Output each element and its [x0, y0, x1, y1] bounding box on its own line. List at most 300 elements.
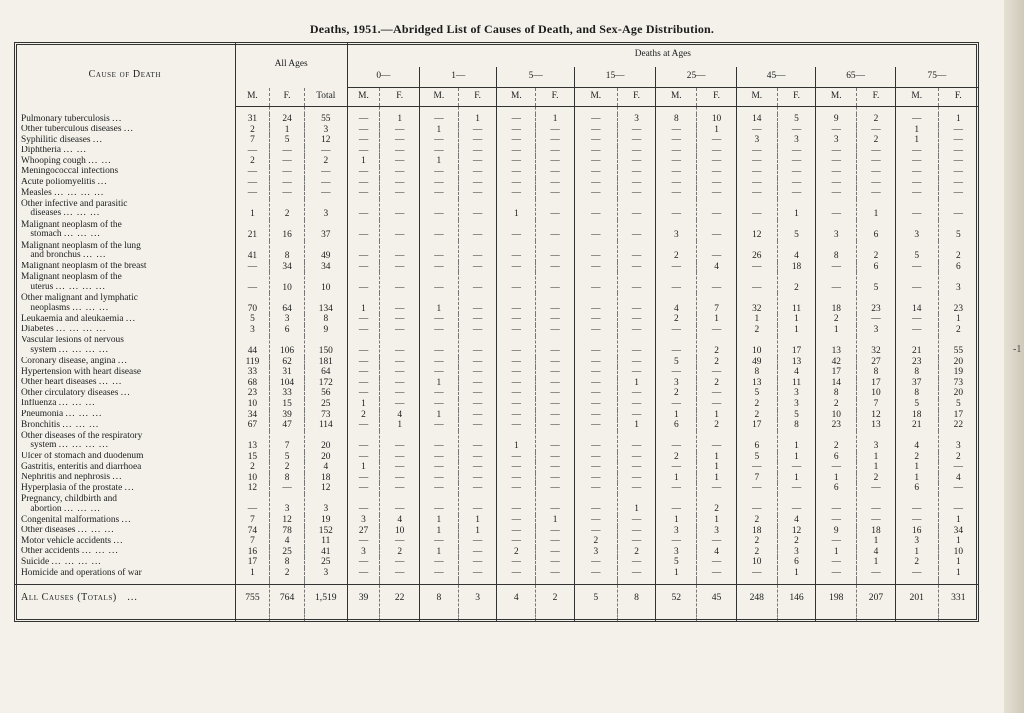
value-cell: 4: [895, 431, 938, 452]
value-cell: —: [895, 325, 938, 336]
value-cell: 2: [656, 452, 697, 463]
table-row: [15, 557, 978, 568]
value-cell: —: [816, 262, 857, 273]
value-cell: 1: [895, 462, 938, 473]
table-row: [15, 431, 978, 452]
value-cell: —: [458, 262, 497, 273]
value-cell: —: [497, 325, 536, 336]
value-cell: —: [574, 167, 617, 178]
spacer-cell: [420, 107, 459, 115]
value-cell: 2: [235, 156, 270, 167]
value-cell: 5: [938, 399, 978, 410]
value-cell: 2: [736, 536, 777, 547]
value-cell: —: [497, 399, 536, 410]
value-cell: —: [347, 536, 380, 547]
female-header: F.: [270, 88, 305, 107]
value-cell: —: [458, 410, 497, 421]
value-cell: —: [536, 473, 575, 484]
value-cell: —: [617, 241, 656, 262]
value-cell: —: [736, 262, 777, 273]
value-cell: —: [777, 188, 816, 199]
cause-cell: [15, 483, 235, 494]
value-cell: —: [617, 336, 656, 357]
total-value-cell: 1,519: [304, 584, 347, 611]
value-cell: —: [497, 357, 536, 368]
value-cell: 8: [816, 241, 857, 262]
value-cell: 1: [736, 314, 777, 325]
total-value-cell: 5: [574, 584, 617, 611]
cause-label: Pulmonary tuberculosis: [21, 114, 110, 124]
value-cell: —: [895, 262, 938, 273]
spacer-cell: [895, 107, 938, 115]
table-row: [15, 293, 978, 314]
value-cell: —: [816, 199, 857, 220]
value-cell: 1: [420, 378, 459, 389]
totals-label-cell: [15, 584, 235, 611]
value-cell: —: [697, 272, 737, 293]
value-cell: 1: [895, 473, 938, 484]
value-cell: —: [497, 494, 536, 515]
value-cell: —: [857, 156, 896, 167]
value-cell: —: [857, 314, 896, 325]
value-cell: 10: [938, 547, 978, 558]
value-cell: 1: [497, 431, 536, 452]
value-cell: —: [347, 125, 380, 136]
value-cell: 55: [938, 336, 978, 357]
leader-dots: ... ...: [98, 377, 123, 388]
value-cell: —: [857, 568, 896, 579]
value-cell: —: [235, 494, 270, 515]
value-cell: 5: [270, 135, 305, 146]
value-cell: 10: [857, 388, 896, 399]
value-cell: 13: [857, 420, 896, 431]
value-cell: 3: [574, 547, 617, 558]
value-cell: 1: [270, 125, 305, 136]
value-cell: 5: [895, 241, 938, 262]
totals-row: [15, 584, 978, 611]
value-cell: —: [536, 388, 575, 399]
value-cell: —: [574, 325, 617, 336]
cause-label: Other diseases: [21, 525, 76, 536]
value-cell: —: [895, 178, 938, 189]
value-cell: —: [420, 241, 459, 262]
value-cell: 2: [656, 241, 697, 262]
leader-dots: ... ... ... ...: [54, 188, 105, 198]
value-cell: 1: [777, 473, 816, 484]
value-cell: —: [574, 125, 617, 136]
value-cell: 1: [777, 325, 816, 336]
value-cell: 134: [304, 293, 347, 314]
value-cell: 1: [347, 156, 380, 167]
cause-label: Leukaemia and aleukaemia: [21, 314, 124, 324]
value-cell: 3: [304, 568, 347, 579]
total-value-cell: 207: [857, 584, 896, 611]
value-cell: 2: [857, 241, 896, 262]
value-cell: —: [574, 515, 617, 526]
value-cell: —: [857, 167, 896, 178]
value-cell: —: [938, 483, 978, 494]
value-cell: —: [857, 483, 896, 494]
value-cell: 1: [938, 515, 978, 526]
value-cell: 14: [895, 293, 938, 314]
value-cell: —: [895, 114, 938, 125]
value-cell: —: [458, 431, 497, 452]
value-cell: —: [656, 199, 697, 220]
value-cell: 1: [347, 462, 380, 473]
value-cell: 49: [736, 357, 777, 368]
value-cell: —: [697, 146, 737, 157]
value-cell: 1: [458, 526, 497, 537]
value-cell: 74: [235, 526, 270, 537]
value-cell: 70: [235, 293, 270, 314]
value-cell: —: [420, 178, 459, 189]
value-cell: —: [235, 188, 270, 199]
table-row: [15, 272, 978, 293]
cause-label: Homicide and operations of war: [21, 568, 142, 578]
value-cell: 1: [347, 399, 380, 410]
value-cell: —: [574, 452, 617, 463]
spacer-cell: [816, 611, 857, 621]
age-group-header: 5—: [497, 67, 574, 88]
value-cell: —: [736, 199, 777, 220]
value-cell: 21: [895, 336, 938, 357]
value-cell: 3: [777, 388, 816, 399]
value-cell: —: [458, 336, 497, 357]
value-cell: —: [420, 399, 459, 410]
cause-cell: [15, 452, 235, 463]
value-cell: —: [617, 515, 656, 526]
value-cell: 6: [656, 420, 697, 431]
value-cell: —: [617, 388, 656, 399]
value-cell: —: [458, 357, 497, 368]
leader-dots: ... ... ... ...: [55, 281, 106, 292]
value-cell: —: [574, 135, 617, 146]
value-cell: —: [458, 536, 497, 547]
value-cell: —: [420, 473, 459, 484]
value-cell: —: [497, 536, 536, 547]
value-cell: 114: [304, 420, 347, 431]
table-row: [15, 378, 978, 389]
value-cell: —: [536, 314, 575, 325]
value-cell: —: [697, 367, 737, 378]
value-cell: —: [617, 536, 656, 547]
value-cell: —: [497, 557, 536, 568]
cause-cell: [15, 462, 235, 473]
value-cell: —: [736, 167, 777, 178]
value-cell: 1: [420, 156, 459, 167]
cause-cell: [15, 314, 235, 325]
value-cell: —: [736, 125, 777, 136]
value-cell: —: [777, 146, 816, 157]
value-cell: —: [458, 188, 497, 199]
value-cell: —: [736, 178, 777, 189]
value-cell: —: [574, 388, 617, 399]
value-cell: 2: [656, 314, 697, 325]
cause-cell: [15, 367, 235, 378]
value-cell: —: [736, 146, 777, 157]
cause-cell: [15, 167, 235, 178]
value-cell: —: [536, 125, 575, 136]
value-cell: —: [895, 199, 938, 220]
value-cell: —: [380, 536, 420, 547]
spacer-row: [15, 107, 978, 115]
value-cell: —: [458, 220, 497, 241]
table-row: [15, 367, 978, 378]
value-cell: —: [380, 199, 420, 220]
value-cell: —: [420, 114, 459, 125]
value-cell: —: [497, 125, 536, 136]
total-value-cell: 22: [380, 584, 420, 611]
value-cell: 1: [617, 378, 656, 389]
value-cell: —: [656, 188, 697, 199]
cause-label: Diphtheria: [21, 145, 62, 156]
value-cell: —: [895, 515, 938, 526]
value-cell: 39: [270, 410, 305, 421]
value-cell: 2: [816, 314, 857, 325]
value-cell: 3: [938, 431, 978, 452]
value-cell: —: [420, 483, 459, 494]
value-cell: 34: [304, 262, 347, 273]
value-cell: 1: [697, 462, 737, 473]
value-cell: —: [938, 178, 978, 189]
value-cell: 16: [270, 220, 305, 241]
value-cell: —: [574, 314, 617, 325]
cause-label-continued: abortion: [30, 503, 62, 514]
spacer-cell: [617, 611, 656, 621]
value-cell: 23: [816, 420, 857, 431]
spacer-cell: [497, 611, 536, 621]
value-cell: —: [895, 146, 938, 157]
leader-dots: ... ... ... ...: [58, 345, 109, 356]
cause-label: Other circulatory diseases: [21, 388, 119, 398]
value-cell: 2: [857, 114, 896, 125]
total-value-cell: 201: [895, 584, 938, 611]
value-cell: 2: [235, 462, 270, 473]
value-cell: —: [304, 146, 347, 157]
value-cell: 9: [816, 526, 857, 537]
value-cell: 1: [420, 526, 459, 537]
value-cell: —: [656, 262, 697, 273]
value-cell: 6: [895, 483, 938, 494]
value-cell: —: [617, 410, 656, 421]
value-cell: 7: [270, 431, 305, 452]
value-cell: 5: [777, 114, 816, 125]
value-cell: 3: [777, 547, 816, 558]
value-cell: 68: [235, 378, 270, 389]
value-cell: —: [656, 431, 697, 452]
value-cell: —: [816, 178, 857, 189]
value-cell: 2: [736, 325, 777, 336]
value-cell: 11: [304, 536, 347, 547]
male-header: M.: [736, 88, 777, 107]
value-cell: 6: [857, 262, 896, 273]
value-cell: 1: [857, 199, 896, 220]
cause-label-continued: uterus: [30, 281, 54, 292]
value-cell: 4: [697, 262, 737, 273]
value-cell: 49: [304, 241, 347, 262]
female-header: F.: [938, 88, 978, 107]
value-cell: 2: [347, 410, 380, 421]
value-cell: —: [816, 188, 857, 199]
value-cell: —: [420, 220, 459, 241]
value-cell: 2: [736, 410, 777, 421]
value-cell: 18: [857, 526, 896, 537]
value-cell: —: [697, 568, 737, 579]
value-cell: 8: [270, 557, 305, 568]
male-header: M.: [656, 88, 697, 107]
value-cell: —: [497, 188, 536, 199]
value-cell: —: [938, 156, 978, 167]
value-cell: 1: [697, 473, 737, 484]
value-cell: 20: [938, 357, 978, 368]
spacer-cell: [656, 611, 697, 621]
value-cell: 5: [777, 220, 816, 241]
leader-dots: ... ... ...: [65, 409, 103, 419]
value-cell: —: [497, 473, 536, 484]
value-cell: —: [304, 188, 347, 199]
value-cell: —: [458, 483, 497, 494]
value-cell: 119: [235, 357, 270, 368]
value-cell: 12: [304, 483, 347, 494]
mortality-table: [15, 43, 978, 621]
value-cell: 1: [380, 114, 420, 125]
value-cell: —: [895, 314, 938, 325]
value-cell: 5: [656, 557, 697, 568]
value-cell: —: [536, 462, 575, 473]
age-group-header: 45—: [736, 67, 815, 88]
total-value-cell: 331: [938, 584, 978, 611]
value-cell: 12: [736, 220, 777, 241]
value-cell: 13: [736, 378, 777, 389]
value-cell: —: [270, 178, 305, 189]
spacer-cell: [15, 107, 235, 115]
value-cell: —: [458, 494, 497, 515]
value-cell: —: [574, 557, 617, 568]
value-cell: —: [574, 156, 617, 167]
table-row: [15, 220, 978, 241]
value-cell: 4: [938, 473, 978, 484]
leader-dots: ...: [121, 515, 132, 525]
cause-cell: [15, 357, 235, 368]
value-cell: 19: [938, 367, 978, 378]
leader-dots: ... ... ...: [77, 525, 115, 536]
value-cell: 2: [697, 494, 737, 515]
total-value-cell: 198: [816, 584, 857, 611]
value-cell: 4: [304, 462, 347, 473]
value-cell: —: [420, 494, 459, 515]
table-row: [15, 314, 978, 325]
value-cell: 1: [857, 452, 896, 463]
value-cell: —: [347, 178, 380, 189]
spacer-cell: [938, 611, 978, 621]
value-cell: —: [536, 378, 575, 389]
value-cell: —: [497, 388, 536, 399]
value-cell: —: [574, 336, 617, 357]
spacer-cell: [270, 107, 305, 115]
value-cell: —: [347, 431, 380, 452]
cause-label: Nephritis and nephrosis: [21, 472, 111, 483]
value-cell: 3: [235, 325, 270, 336]
value-cell: —: [497, 515, 536, 526]
value-cell: —: [347, 272, 380, 293]
value-cell: —: [656, 483, 697, 494]
value-cell: —: [697, 536, 737, 547]
spacer-cell: [574, 611, 617, 621]
leader-dots: ... ... ...: [63, 503, 101, 514]
value-cell: 4: [857, 547, 896, 558]
value-cell: 5: [777, 410, 816, 421]
value-cell: —: [777, 462, 816, 473]
value-cell: —: [420, 536, 459, 547]
value-cell: 78: [270, 526, 305, 537]
value-cell: 1: [777, 199, 816, 220]
cause-label-continued: neoplasms: [30, 302, 70, 313]
spacer-cell: [458, 611, 497, 621]
value-cell: 41: [235, 241, 270, 262]
spacer-cell: [304, 611, 347, 621]
value-cell: —: [347, 367, 380, 378]
value-cell: 16: [895, 526, 938, 537]
value-cell: 18: [816, 293, 857, 314]
value-cell: 11: [777, 378, 816, 389]
value-cell: —: [816, 515, 857, 526]
value-cell: —: [497, 146, 536, 157]
value-cell: 1: [777, 431, 816, 452]
value-cell: —: [656, 135, 697, 146]
value-cell: —: [497, 135, 536, 146]
value-cell: —: [697, 156, 737, 167]
cause-label: Malignant neoplasm of the lung: [21, 240, 141, 251]
value-cell: 5: [235, 314, 270, 325]
value-cell: —: [574, 241, 617, 262]
value-cell: —: [380, 272, 420, 293]
value-cell: —: [380, 314, 420, 325]
cause-label: Syphilitic diseases: [21, 135, 91, 145]
value-cell: —: [380, 431, 420, 452]
value-cell: —: [617, 462, 656, 473]
value-cell: —: [420, 188, 459, 199]
value-cell: —: [697, 241, 737, 262]
value-cell: —: [270, 483, 305, 494]
value-cell: —: [497, 568, 536, 579]
value-cell: —: [380, 452, 420, 463]
leader-dots: ... ... ... ...: [56, 324, 107, 335]
value-cell: —: [816, 167, 857, 178]
value-cell: —: [574, 431, 617, 452]
value-cell: —: [347, 135, 380, 146]
cause-label: Pneumonia: [21, 409, 64, 419]
value-cell: 7: [857, 399, 896, 410]
value-cell: 1: [857, 462, 896, 473]
value-cell: 8: [777, 420, 816, 431]
value-cell: 5: [736, 388, 777, 399]
cause-label: Vascular lesions of nervous: [21, 335, 124, 346]
value-cell: 62: [270, 357, 305, 368]
value-cell: 1: [697, 125, 737, 136]
value-cell: 10: [736, 557, 777, 568]
table-row: [15, 199, 978, 220]
value-cell: —: [497, 220, 536, 241]
value-cell: 21: [235, 220, 270, 241]
value-cell: —: [420, 367, 459, 378]
value-cell: —: [270, 167, 305, 178]
value-cell: 1: [420, 547, 459, 558]
value-cell: 104: [270, 378, 305, 389]
value-cell: —: [938, 125, 978, 136]
value-cell: 1: [617, 494, 656, 515]
all-ages-header: All Ages: [235, 43, 347, 88]
value-cell: —: [895, 272, 938, 293]
